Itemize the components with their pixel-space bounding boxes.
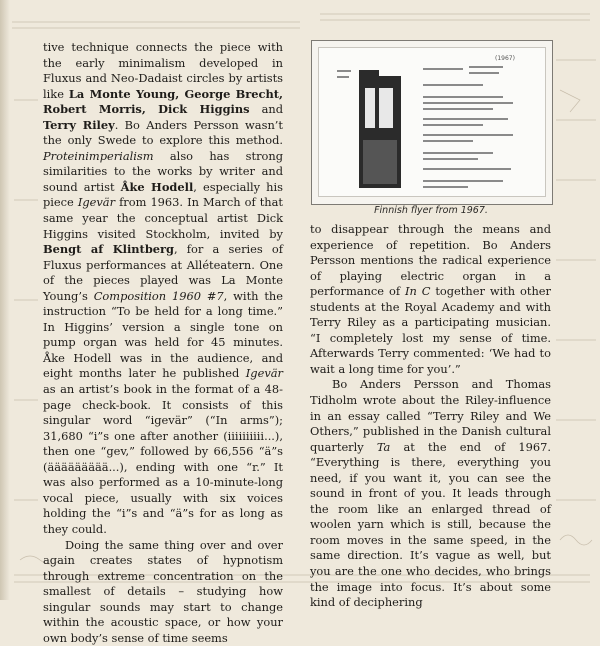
text-run: Bo Anders Persson and Thomas Tidholm wrote about the Riley-influence in an essay called “Terry Riley and We Others,” published in the Danish cultural quarterly: [310, 377, 551, 453]
text-run: tive technique connects the piece with the early minimalism developed in Fluxus and Neo-Dadaist circles by artists like: [43, 40, 283, 101]
text-run: to disappear through the means and experience of repetition. Bo Anders Persson mentions the radical experience of playing electric organ in a performance of: [310, 222, 551, 298]
right-column: [310, 222, 551, 611]
left-column: [43, 40, 283, 646]
flyer-year-note: (1967): [495, 55, 515, 62]
title-italic: Composition 1960 #7: [94, 289, 224, 303]
title-italic: Igevär: [246, 366, 283, 380]
text-run: , especially his piece: [43, 180, 283, 210]
finnish-flyer-image: [318, 47, 546, 197]
right-paragraph-2: [310, 377, 551, 610]
left-paragraph-2: Doing the same thing over and over again creates states of hypnotism through extreme concentration on the smallest of details – studying how singular sounds may start to change within the acoustic space, or how your own body’s sense of time seems: [43, 538, 283, 646]
text-run: together with other students at the Royal Academy and with Terry Riley as a participating musician. “I completely lost my sense of time. Afterwards Terry commented: ‘We had to wait a long time for you’.”: [310, 284, 551, 376]
text-run: as an artist’s book in the format of a 48-page check-book. It consists of this singular word “igevär” (“In arms”); 31,680 “i”s one after another (iiiiiiiiii...), then one “gev,” followed by 66,556 “ä”s (äääääääää...), ending with one “r.” It was also performed as a 10-minute-long vocal piece, usually with six voices holding the “i”s and “ä”s for as long as they could.: [43, 382, 283, 536]
book-spine-shadow: [0, 0, 10, 600]
text-run: from 1963. In March of that same year the conceptual artist Dick Higgins visited Stockholm, invited by: [43, 195, 283, 240]
left-paragraph-1: [43, 40, 283, 538]
text-run: . Bo Anders Persson wasn’t the only Swede to explore this method.: [43, 118, 283, 148]
text-run: and: [250, 102, 283, 116]
figure-caption: Finnish flyer from 1967.: [311, 205, 551, 216]
name-highlight: Åke Hodell: [121, 180, 194, 194]
title-italic: In C: [405, 284, 430, 298]
title-italic: Ta: [377, 440, 391, 454]
text-run: , for a series of Fluxus performances at Alléteatern. One of the pieces played was La Monte Young’s: [43, 242, 283, 303]
text-run: , with the instruction “To be held for a long time.” In Higgins’ version a single tone on pump organ was held for 45 minutes. Åke Hodell was in the audience, and eight months later he published: [43, 289, 283, 381]
name-highlight: Terry Riley: [43, 118, 115, 132]
text-run: at the end of 1967. “Everything is there, everything you need, if you want it, you can see the sound in front of you. It leads through the room like an enlarged thread of woolen yarn which is still, because the room moves in the same speed, in the same direction. It’s vague as well, but you are the one who decides, who brings the image into focus. It’s about some kind of deciphering: [310, 440, 551, 609]
right-paragraph-1: [310, 222, 551, 377]
text-run: also has strong similarities to the works by writer and sound artist: [43, 149, 283, 194]
name-highlight: La Monte Young, George Brecht, Robert Morris, Dick Higgins: [43, 87, 283, 117]
title-italic: Proteinimperialism: [43, 149, 154, 163]
title-italic: Igevär: [78, 195, 115, 209]
name-highlight: Bengt af Klintberg: [43, 242, 174, 256]
